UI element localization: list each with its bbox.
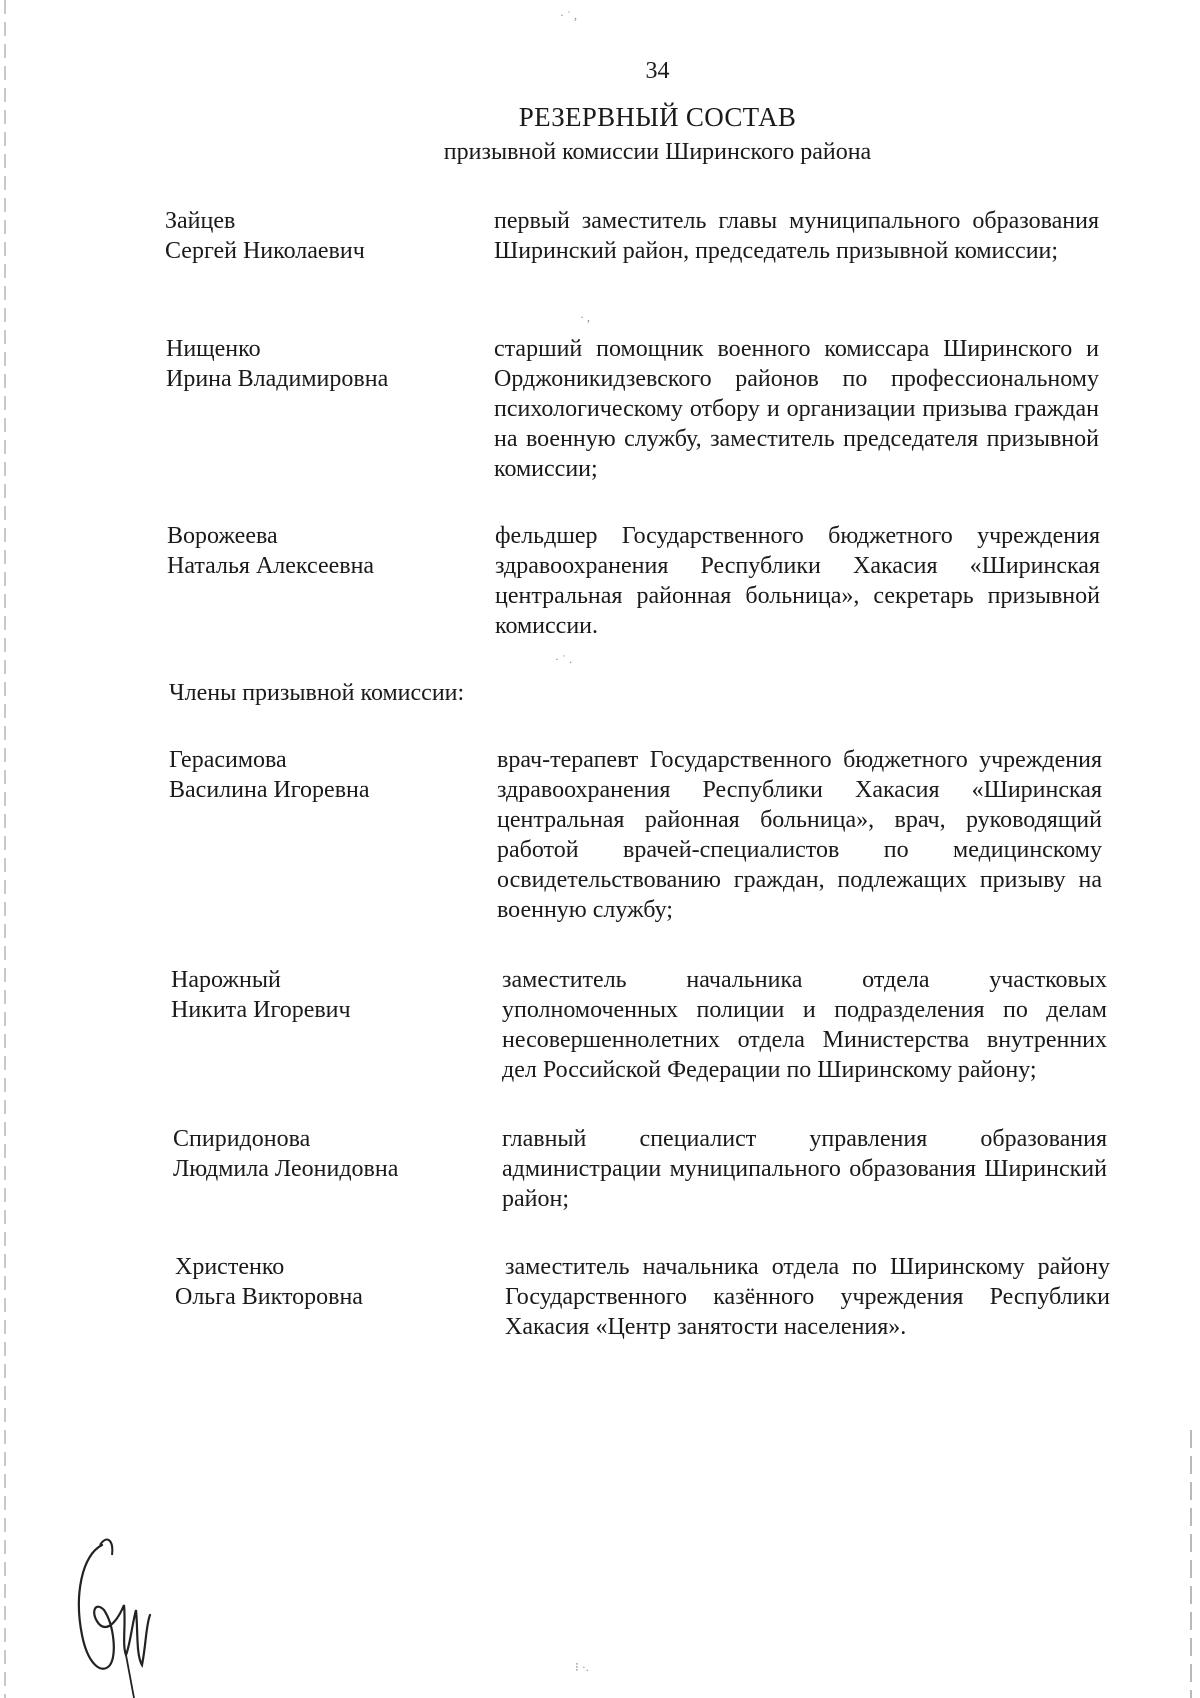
person-given-names: Людмила Леонидовна bbox=[173, 1156, 399, 1182]
person-name bbox=[175, 1252, 485, 1312]
person-name bbox=[166, 334, 476, 394]
person-surname: Нарожный bbox=[171, 967, 281, 993]
scan-speck: · ˙ . bbox=[555, 652, 572, 666]
person-role: старший помощник военного комиссара Ширинского и Орджоникидзевского районов по профессиональному психологическому отбору и организации призыва граждан на военную службу, заместитель председателя призывной комиссии; bbox=[494, 336, 1099, 482]
scan-speck: · , bbox=[580, 310, 590, 324]
document-subtitle: призывной комиссии Ширинского района bbox=[443, 139, 872, 165]
person-given-names: Никита Игоревич bbox=[171, 997, 351, 1023]
person-given-names: Ирина Владимировна bbox=[166, 366, 389, 392]
person-surname: Христенко bbox=[175, 1254, 285, 1280]
person-name bbox=[167, 521, 477, 581]
person-role: врач-терапевт Государственного бюджетного учреждения здравоохранения Республики Хакасия «Ширинская центральная районная больница», врач, руководящий работой врачей-специалистов по медицинскому освидетельствованию граждан, подлежащих призыву на военную службу; bbox=[497, 747, 1102, 923]
signature-stroke bbox=[100, 1540, 112, 1555]
scan-speck: ⁝ ·. bbox=[575, 1660, 589, 1674]
person-given-names: Сергей Николаевич bbox=[165, 238, 365, 264]
document-title: РЕЗЕРВНЫЙ СОСТАВ bbox=[518, 102, 797, 132]
scan-left-edge bbox=[4, 0, 6, 1698]
scan-right-edge bbox=[1190, 1430, 1192, 1698]
person-surname: Спиридонова bbox=[173, 1126, 311, 1152]
person-given-names: Наталья Алексеевна bbox=[167, 553, 375, 579]
person-given-names: Василина Игоревна bbox=[169, 777, 370, 803]
person-role: главный специалист управления образования администрации муниципального образования Ширинский район; bbox=[502, 1126, 1107, 1212]
person-role: заместитель начальника отдела участковых уполномоченных полиции и подразделения по делам несовершеннолетних отдела Министерства внутренних дел Российской Федерации по Ширинскому району; bbox=[502, 967, 1107, 1083]
signature-stroke bbox=[79, 1545, 150, 1669]
person-role: фельдшер Государственного бюджетного учреждения здравоохранения Республики Хакасия «Ширинская центральная районная больница», секретарь призывной комиссии. bbox=[495, 523, 1100, 639]
signature-stroke bbox=[126, 1655, 134, 1698]
page-number: 34 bbox=[645, 58, 670, 84]
person-surname: Зайцев bbox=[165, 208, 236, 234]
person-name bbox=[171, 965, 481, 1025]
person-name bbox=[173, 1124, 483, 1184]
person-given-names: Ольга Викторовна bbox=[175, 1284, 363, 1310]
signature-mark bbox=[62, 1515, 172, 1698]
person-surname: Герасимова bbox=[169, 747, 287, 773]
person-surname: Нищенко bbox=[166, 336, 261, 362]
scan-speck: · ˙ , bbox=[560, 8, 577, 22]
person-name bbox=[165, 206, 475, 266]
person-role: первый заместитель главы муниципального образования Ширинский район, председатель призывной комиссии; bbox=[494, 208, 1099, 264]
person-name bbox=[169, 745, 479, 805]
person-role: заместитель начальника отдела по Ширинскому району Государственного казённого учреждения Республики Хакасия «Центр занятости населения». bbox=[505, 1254, 1110, 1340]
members-heading: Члены призывной комиссии: bbox=[169, 680, 465, 706]
person-surname: Ворожеева bbox=[167, 523, 278, 549]
